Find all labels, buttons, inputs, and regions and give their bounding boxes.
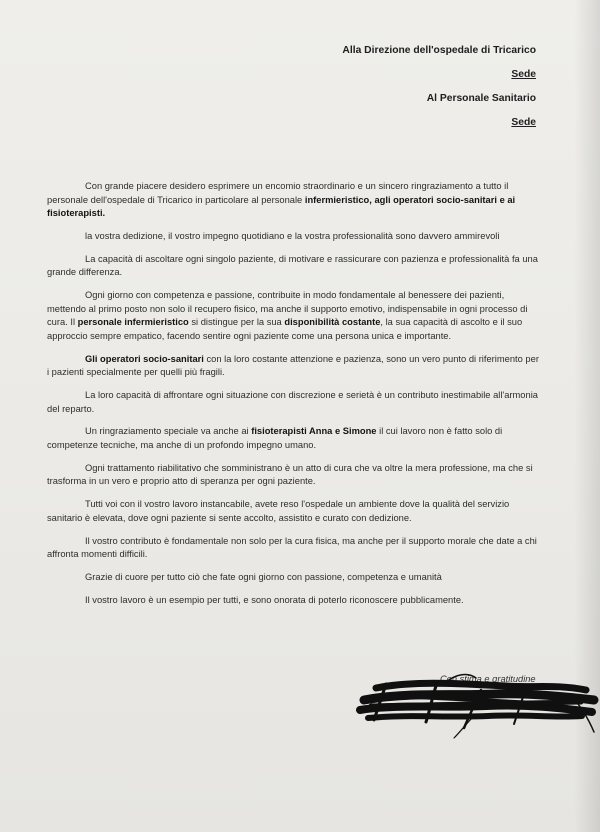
paragraph-8: Ogni trattamento riabilitativo che somministrano è un atto di cura che va oltre la mera professione, ma che si trasforma in un vero e proprio atto di speranza per ogni paziente.: [47, 462, 533, 487]
addressee-block: [236, 42, 536, 138]
paragraph-6: La loro capacità di affrontare ogni situazione con discrezione e serietà è un contributo inestimabile all'armonia del reparto.: [47, 390, 538, 414]
signature-area: [356, 666, 600, 746]
paragraph-1: Con grande piacere desidero esprimere un encomio straordinario e un sincero ringraziamento a tutto il personale dell'ospedale di Tricarico in particolare al personale infermieristico, agli operatori socio-sanitari e ai fisioterapisti.: [47, 181, 516, 219]
closing-text: Con stima e gratitudine: [440, 674, 536, 684]
paragraph-10: Il vostro contributo è fondamentale non solo per la cura fisica, ma anche per il supporto morale che date a chi affronta momenti difficili.: [47, 535, 537, 560]
paragraph-4: Ogni giorno con competenza e passione, contribuite in modo fondamentale al benessere dei pazienti, mettendo al primo posto non solo il recupero fisico, ma anche il supporto emotivo, indispensabile in ogni processo di cura. Il personale infermieristico si distingue per la sua disponibilità costante, la sua capacità di ascolto e il suo approccio sempre empatico, facendo sentire ogni paziente come una persona unica e importante.: [47, 290, 528, 341]
paragraph-12: Il vostro lavoro è un esempio per tutti, e sono onorata di poterlo riconoscere pubblicamente.: [85, 594, 464, 605]
addressee-line-2: Sede: [511, 69, 536, 80]
paragraph-9: Tutti voi con il vostro lavoro instancabile, avete reso l'ospedale un ambiente dove la qualità del servizio sanitario è elevata, dove ogni paziente si sente accolto, assistito e curato con dedizione.: [47, 499, 510, 523]
letter-body: [47, 180, 540, 617]
addressee-line-1: Alla Direzione dell'ospedale di Tricarico: [342, 45, 536, 56]
addressee-line-3: Al Personale Sanitario: [426, 93, 536, 104]
redacted-signature-scribble: [356, 666, 600, 746]
addressee-line-4: Sede: [511, 117, 536, 128]
paragraph-7: Un ringraziamento speciale va anche ai fisioterapisti Anna e Simone il cui lavoro non è fatto solo di competenze tecniche, ma anche di un profondo impegno umano.: [47, 426, 503, 451]
paragraph-5: Gli operatori socio-sanitari con la loro costante attenzione e pazienza, sono un vero punto di riferimento per i pazienti specialmente per quelli più fragili.: [47, 353, 539, 378]
paragraph-11: Grazie di cuore per tutto ciò che fate ogni giorno con passione, competenza e umanità: [85, 571, 442, 582]
paragraph-2: la vostra dedizione, il vostro impegno quotidiano e la vostra professionalità sono davvero ammirevoli: [85, 230, 500, 241]
paragraph-3: La capacità di ascoltare ogni singolo paziente, di motivare e rassicurare con pazienza e professionalità fa una grande differenza.: [47, 253, 538, 278]
